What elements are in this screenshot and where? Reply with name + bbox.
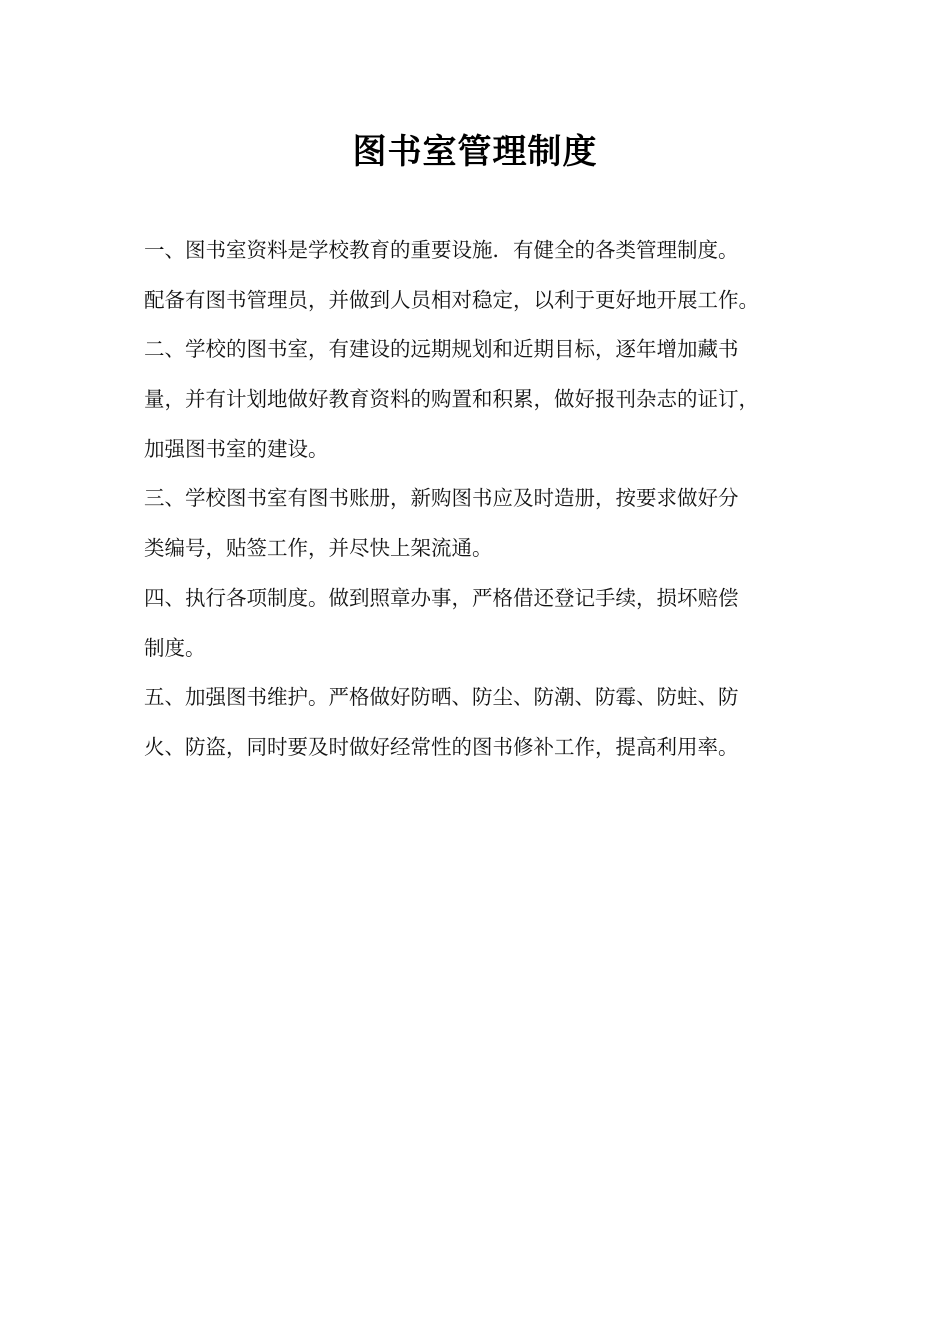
- body-line-9: 制度。: [144, 635, 206, 660]
- document-body: [144, 226, 809, 773]
- body-line-1: 一、图书室资料是学校教育的重要设施．有健全的各类管理制度。: [144, 238, 739, 262]
- document-title: 图书室管理制度: [352, 132, 598, 172]
- body-line-3: 二、学校的图书室，有建设的远期规划和近期目标，逐年增加藏书: [144, 337, 739, 362]
- body-line-8: 四、执行各项制度。做到照章办事，严格借还登记手续，损坏赔偿: [144, 585, 739, 610]
- body-line-10: 五、加强图书维护。严格做好防晒、防尘、防潮、防霉、防蛀、防: [144, 685, 739, 710]
- body-line-2: 配备有图书管理员，并做到人员相对稳定，以利于更好地开展工作。: [144, 287, 759, 312]
- body-line-5: 加强图书室的建设。: [144, 436, 329, 461]
- body-line-6: 三、学校图书室有图书账册，新购图书应及时造册，按要求做好分: [144, 486, 739, 511]
- body-line-4: 量，并有计划地做好教育资料的购置和积累，做好报刊杂志的证订，: [144, 387, 759, 412]
- body-line-11: 火、防盗，同时要及时做好经常性的图书修补工作，提高利用率。: [144, 734, 739, 759]
- body-line-7: 类编号，贴签工作，并尽快上架流通。: [144, 536, 493, 561]
